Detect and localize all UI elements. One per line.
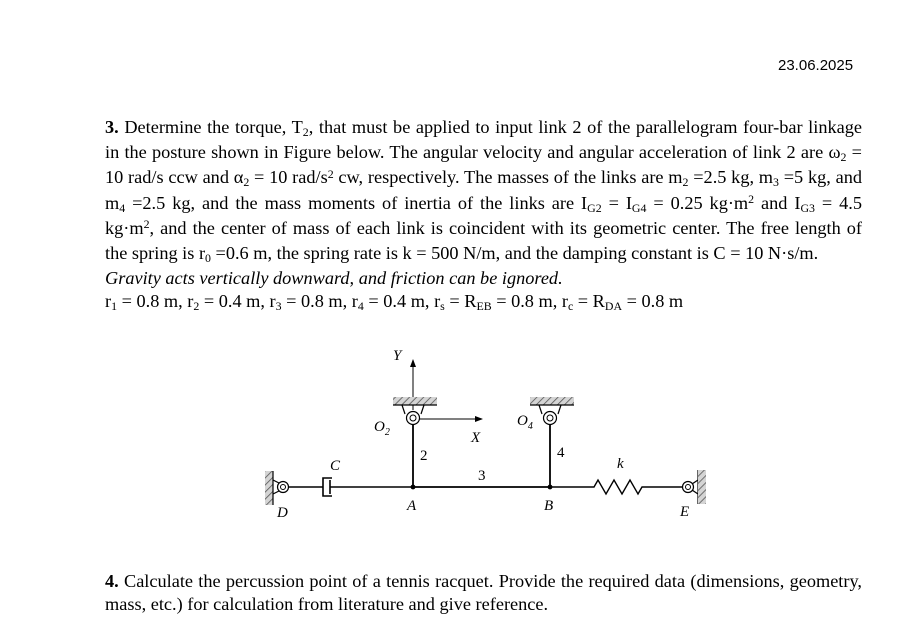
problem-4-number: 4. <box>105 571 119 591</box>
link-3-label: 3 <box>478 468 486 484</box>
o4-label: $O_4$ <box>517 413 533 432</box>
o2-label: $O_2$ <box>374 419 390 438</box>
problem-3-number: 3. <box>105 117 119 137</box>
problem-4 <box>105 570 862 616</box>
link-2-label: 2 <box>420 448 428 464</box>
ground-support-o2 <box>393 397 437 425</box>
link-4-label: 4 <box>557 445 565 461</box>
problem-4-statement: 4. Calculate the percussion point of a tennis racquet. Provide the required data (dimensions, geometry, mass, etc.) for calculation from literature and give reference. <box>105 571 862 615</box>
support-e-label: E <box>680 504 690 520</box>
given-values: $r_1 = 0.8$ m, $r_2 = 0.4$ m, $r_3 = 0.8$ m, $r_4 = 0.4$ m, $r_s = R_{EB} = 0.8$ m, $r_c = R_{DA} = 0.8$ m <box>105 291 684 314</box>
joint-a-label: A <box>407 498 417 514</box>
problem-3-statement: 3. Determine the torque, $T_2$, that must be applied to input link 2 of the parallelogram four-bar linkage in the posture shown in Figure below. The angular velocity and angular acceleration of link 2 are $\omega_2 = 10$ rad/s ccw and $\alpha_2 = 10$ rad/$s^2$ cw, respectively. The masses of the links are $m_2 =2.5$ kg, $m_3 =5$ kg, and $m_4 =2.5$ kg, and the mass moments of inertia of the links are $I_{G2} = I_{G4} = 0.25$ $kg\cdot m^2$ and $I_{G3} = 4.5$ $kg\cdot m^2$, and the center of mass of each link is coincident with its geometric center. The free length of the spring is $r_0 =0.6$ m, the spring rate is k = 500 N/m, and the damping constant is C = 10 N·s/m. <box>105 117 862 265</box>
damper-c <box>286 478 413 496</box>
joint-b-label: B <box>544 498 554 514</box>
wall-support-d <box>265 471 289 505</box>
wall-support-e <box>683 470 707 504</box>
gravity-note: Gravity acts vertically downward, and friction can be ignored. <box>105 268 563 289</box>
ground-support-o4 <box>530 397 574 425</box>
date-label: 23.06.2025 <box>778 57 854 74</box>
x-axis-label: X <box>471 430 481 446</box>
damper-c-label: C <box>330 458 341 474</box>
spring-k <box>550 480 683 494</box>
support-d-label: D <box>277 505 288 521</box>
x-axis <box>413 419 482 446</box>
y-axis-label: Y <box>393 348 402 364</box>
spring-k-label: k <box>617 456 624 472</box>
